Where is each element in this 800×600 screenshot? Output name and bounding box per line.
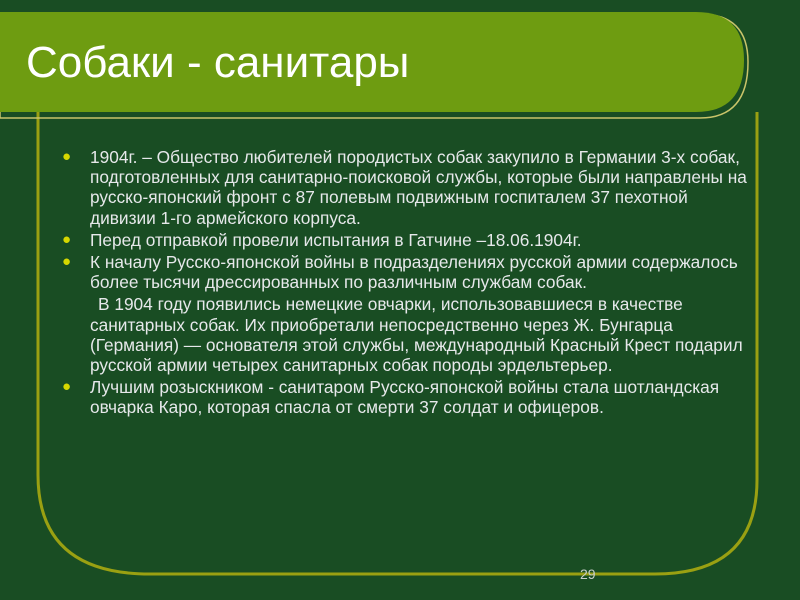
bullet-icon: ● — [62, 148, 72, 165]
bullet-text: К началу Русско-японской войны в подразделениях русской армии содержалось более тысячи дрессированных по различным службам собак. — [90, 252, 738, 293]
bullet-text: 1904г. – Общество любителей породистых собак закупило в Германии 3-х собак, подготовленных для санитарно-поисковой службы, которые были направлены на русско-японский фронт с 87 полевым подвижным госпиталем 37 пехотной дивизии 1-го армейского корпуса. — [90, 147, 747, 228]
bullet-item — [62, 230, 752, 250]
bullet-item — [62, 252, 752, 292]
slide-title: Собаки - санитары — [26, 38, 410, 87]
slide-content — [62, 147, 752, 420]
bullet-text: Лучшим розыскником - санитаром Русско-японской войны стала шотландская овчарка Каро, которая спасла от смерти 37 солдат и офицеров. — [90, 377, 720, 418]
bullet-icon: ● — [62, 230, 72, 248]
page-number: 29 — [580, 566, 596, 582]
bullet-icon: ● — [62, 253, 72, 271]
paragraph-text: В 1904 году появились немецкие овчарки, использовавшиеся в качестве санитарных собак. Их приобретали непосредственно через Ж. Бунгарца (Германия) — основателя этой службы, международный Красный Крест подарил русской армии четырех санитарных собак породы эрдельтерьер. — [90, 294, 748, 376]
bullet-text: Перед отправкой провели испытания в Гатчине –18.06.1904г. — [90, 229, 582, 250]
paragraph — [62, 294, 752, 375]
bullet-item — [62, 147, 752, 228]
bullet-icon: ● — [62, 378, 72, 396]
bullet-item — [62, 377, 752, 417]
